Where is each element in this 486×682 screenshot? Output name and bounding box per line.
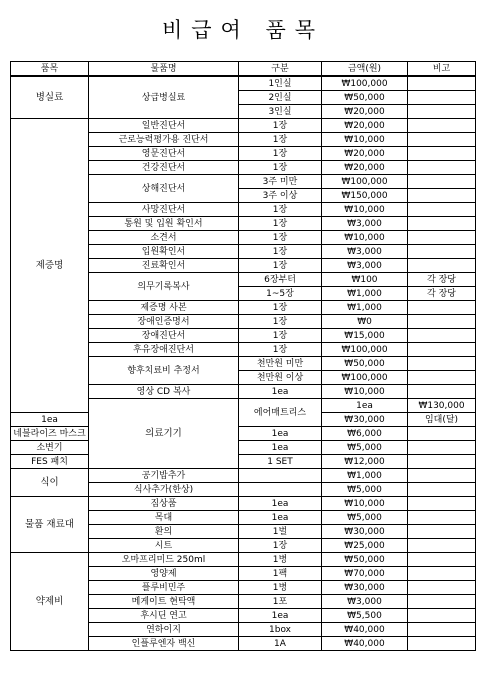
unit-cell: 1box bbox=[239, 623, 322, 637]
unit-cell: 1ea bbox=[239, 609, 322, 623]
price-cell: ₩0 bbox=[322, 315, 408, 329]
item-name-cell: 후유장애진단서 bbox=[89, 343, 239, 357]
table-row bbox=[11, 469, 476, 483]
item-name-cell: 제증명 사본 bbox=[89, 301, 239, 315]
item-name-cell: 목대 bbox=[89, 511, 239, 525]
unit-cell: 3인실 bbox=[239, 105, 322, 119]
price-cell: ₩1,000 bbox=[322, 469, 408, 483]
note-cell bbox=[408, 343, 476, 357]
price-cell: ₩10,000 bbox=[322, 231, 408, 245]
price-cell: ₩5,000 bbox=[322, 511, 408, 525]
price-cell: ₩1,000 bbox=[322, 287, 408, 301]
note-cell bbox=[408, 245, 476, 259]
price-cell: ₩100,000 bbox=[322, 343, 408, 357]
unit-cell: 2인실 bbox=[239, 91, 322, 105]
item-name-cell: 공기밥추가 bbox=[89, 469, 239, 483]
item-name-cell: 향후치료비 추정서 bbox=[89, 357, 239, 385]
note-cell bbox=[408, 133, 476, 147]
item-name-cell: 영양제 bbox=[89, 567, 239, 581]
item-name-cell: 의무기록복사 bbox=[89, 273, 239, 301]
unit-cell: 1포 bbox=[239, 595, 322, 609]
note-cell bbox=[408, 595, 476, 609]
unit-cell: 천만원 이상 bbox=[239, 371, 322, 385]
unit-cell: 1장 bbox=[239, 343, 322, 357]
item-name-cell: 시트 bbox=[89, 539, 239, 553]
unit-cell: 1인실 bbox=[239, 76, 322, 91]
price-cell: ₩15,000 bbox=[322, 329, 408, 343]
unit-cell: 1장 bbox=[239, 329, 322, 343]
item-name-cell: 근로능력평가용 진단서 bbox=[89, 133, 239, 147]
unit-cell bbox=[239, 469, 322, 483]
item-name-cell: 연하이지 bbox=[89, 623, 239, 637]
note-cell bbox=[408, 105, 476, 119]
note-cell bbox=[408, 483, 476, 497]
unit-cell: 1장 bbox=[239, 147, 322, 161]
price-cell: ₩40,000 bbox=[322, 637, 408, 651]
note-cell bbox=[408, 217, 476, 231]
item-name-cell: 에어매트리스 bbox=[239, 399, 322, 427]
unit-cell: 1ea bbox=[239, 385, 322, 399]
item-name-cell: 상해진단서 bbox=[89, 175, 239, 203]
unit-cell: 1장 bbox=[239, 161, 322, 175]
price-cell: ₩50,000 bbox=[322, 553, 408, 567]
item-name-cell: 오마프리미드 250ml bbox=[89, 553, 239, 567]
unit-cell: 1장 bbox=[239, 245, 322, 259]
header-category: 품목 bbox=[11, 62, 89, 77]
unit-cell: 천만원 미만 bbox=[239, 357, 322, 371]
note-cell bbox=[408, 315, 476, 329]
unit-cell: 1장 bbox=[239, 259, 322, 273]
table-row bbox=[11, 497, 476, 511]
note-cell bbox=[408, 455, 476, 469]
item-name-cell: 환의 bbox=[89, 525, 239, 539]
note-cell bbox=[408, 91, 476, 105]
price-cell: ₩5,000 bbox=[322, 483, 408, 497]
price-cell: ₩40,000 bbox=[322, 623, 408, 637]
note-cell bbox=[408, 189, 476, 203]
note-cell bbox=[408, 567, 476, 581]
item-name-cell: 소견서 bbox=[89, 231, 239, 245]
unit-cell: 1ea bbox=[239, 441, 322, 455]
note-cell bbox=[408, 581, 476, 595]
unit-cell: 1장 bbox=[239, 301, 322, 315]
note-cell bbox=[408, 553, 476, 567]
note-cell bbox=[408, 76, 476, 91]
note-cell bbox=[408, 301, 476, 315]
unit-cell: 1ea bbox=[239, 427, 322, 441]
unit-cell: 1장 bbox=[239, 217, 322, 231]
item-name-cell: 건강진단서 bbox=[89, 161, 239, 175]
item-name-cell: 네블라이즈 마스크 bbox=[11, 427, 89, 441]
page-title: 비급여 품목 bbox=[161, 18, 325, 42]
note-cell bbox=[408, 231, 476, 245]
note-cell bbox=[408, 469, 476, 483]
item-name-cell: 후시딘 연고 bbox=[89, 609, 239, 623]
price-cell: ₩3,000 bbox=[322, 217, 408, 231]
category-cell: 식이 bbox=[11, 469, 89, 497]
note-cell: 각 장당 bbox=[408, 287, 476, 301]
note-cell bbox=[408, 147, 476, 161]
unit-cell: 3주 미만 bbox=[239, 175, 322, 189]
price-cell: ₩20,000 bbox=[322, 147, 408, 161]
category-cell: 병실료 bbox=[11, 76, 89, 119]
price-cell: ₩10,000 bbox=[322, 133, 408, 147]
price-cell: ₩10,000 bbox=[322, 385, 408, 399]
table-body bbox=[11, 76, 476, 651]
unit-cell: 1팩 bbox=[239, 567, 322, 581]
note-cell bbox=[408, 539, 476, 553]
unit-cell: 1장 bbox=[239, 539, 322, 553]
note-cell bbox=[408, 511, 476, 525]
note-cell bbox=[408, 371, 476, 385]
unit-cell: 1장 bbox=[239, 315, 322, 329]
item-name-cell: 소변기 bbox=[11, 441, 89, 455]
note-cell bbox=[408, 497, 476, 511]
note-cell bbox=[408, 259, 476, 273]
item-name-cell: 입원확인서 bbox=[89, 245, 239, 259]
table-row bbox=[11, 76, 476, 91]
price-cell: ₩5,000 bbox=[322, 441, 408, 455]
unit-cell: 1ea bbox=[239, 511, 322, 525]
item-name-cell: 장애진단서 bbox=[89, 329, 239, 343]
unit-cell: 3주 이상 bbox=[239, 189, 322, 203]
price-cell: ₩3,000 bbox=[322, 595, 408, 609]
table-row bbox=[11, 427, 476, 441]
price-cell: ₩10,000 bbox=[322, 203, 408, 217]
price-cell: ₩20,000 bbox=[322, 119, 408, 133]
price-cell: ₩100,000 bbox=[322, 175, 408, 189]
note-cell bbox=[408, 525, 476, 539]
price-cell: ₩20,000 bbox=[322, 105, 408, 119]
item-name-cell: FES 패치 bbox=[11, 455, 89, 469]
unit-cell: 1ea bbox=[322, 399, 408, 413]
item-name-cell: 진료확인서 bbox=[89, 259, 239, 273]
note-cell bbox=[408, 385, 476, 399]
unit-cell: 1장 bbox=[239, 203, 322, 217]
price-cell: ₩5,500 bbox=[322, 609, 408, 623]
table-row bbox=[11, 553, 476, 567]
table-row bbox=[11, 441, 476, 455]
note-cell bbox=[408, 161, 476, 175]
unit-cell: 1장 bbox=[239, 119, 322, 133]
unit-cell bbox=[239, 483, 322, 497]
unit-cell: 1 SET bbox=[239, 455, 322, 469]
header-item-name: 물품명 bbox=[89, 62, 239, 77]
item-name-cell: 통원 및 입원 확인서 bbox=[89, 217, 239, 231]
price-cell: ₩100,000 bbox=[322, 76, 408, 91]
price-cell: ₩30,000 bbox=[322, 413, 408, 427]
item-name-cell: 인플루엔자 백신 bbox=[89, 637, 239, 651]
price-cell: ₩30,000 bbox=[322, 581, 408, 595]
unit-cell: 1장 bbox=[239, 231, 322, 245]
item-name-cell: 사망진단서 bbox=[89, 203, 239, 217]
item-name-cell: 메게이트 현탁액 bbox=[89, 595, 239, 609]
price-cell: ₩130,000 bbox=[408, 399, 476, 413]
price-cell: ₩3,000 bbox=[322, 245, 408, 259]
table-row bbox=[11, 455, 476, 469]
item-name-cell: 상급병실료 bbox=[89, 76, 239, 119]
price-cell: ₩100 bbox=[322, 273, 408, 287]
unit-cell: 1~5장 bbox=[239, 287, 322, 301]
category-cell: 의료기기 bbox=[89, 399, 239, 469]
price-cell: ₩50,000 bbox=[322, 91, 408, 105]
category-cell: 제증명 bbox=[11, 119, 89, 413]
price-cell: ₩30,000 bbox=[322, 525, 408, 539]
note-cell bbox=[408, 609, 476, 623]
item-name-cell: 영문진단서 bbox=[89, 147, 239, 161]
table-header-row bbox=[11, 62, 476, 77]
table-row bbox=[11, 119, 476, 133]
unit-cell: 1병 bbox=[239, 581, 322, 595]
price-cell: ₩100,000 bbox=[322, 371, 408, 385]
unit-cell: 1A bbox=[239, 637, 322, 651]
unit-cell: 1ea bbox=[239, 497, 322, 511]
price-cell: ₩20,000 bbox=[322, 161, 408, 175]
unit-cell: 1ea bbox=[11, 413, 89, 427]
price-cell: ₩1,000 bbox=[322, 301, 408, 315]
item-name-cell: 장애인증명서 bbox=[89, 315, 239, 329]
unit-cell: 1병 bbox=[239, 553, 322, 567]
note-cell bbox=[408, 119, 476, 133]
note-cell: 각 장당 bbox=[408, 273, 476, 287]
price-cell: ₩3,000 bbox=[322, 259, 408, 273]
item-name-cell: 짐상품 bbox=[89, 497, 239, 511]
note-cell bbox=[408, 357, 476, 371]
note-cell bbox=[408, 203, 476, 217]
price-cell: ₩25,000 bbox=[322, 539, 408, 553]
note-cell bbox=[408, 623, 476, 637]
note-cell bbox=[408, 175, 476, 189]
price-cell: ₩50,000 bbox=[322, 357, 408, 371]
note-cell bbox=[408, 637, 476, 651]
note-cell bbox=[408, 441, 476, 455]
header-price: 금액(원) bbox=[322, 62, 408, 77]
item-name-cell: 영상 CD 복사 bbox=[89, 385, 239, 399]
price-cell: ₩6,000 bbox=[322, 427, 408, 441]
price-cell: ₩12,000 bbox=[322, 455, 408, 469]
item-name-cell: 식사추가(한상) bbox=[89, 483, 239, 497]
header-note: 비고 bbox=[408, 62, 476, 77]
unit-cell: 1벌 bbox=[239, 525, 322, 539]
note-cell: 임대(달) bbox=[408, 413, 476, 427]
item-name-cell: 일반진단서 bbox=[89, 119, 239, 133]
header-unit: 구분 bbox=[239, 62, 322, 77]
category-cell: 물품 재료대 bbox=[11, 497, 89, 553]
unit-cell: 6장부터 bbox=[239, 273, 322, 287]
note-cell bbox=[408, 329, 476, 343]
unit-cell: 1장 bbox=[239, 133, 322, 147]
category-cell: 약제비 bbox=[11, 553, 89, 651]
price-cell: ₩70,000 bbox=[322, 567, 408, 581]
price-cell: ₩10,000 bbox=[322, 497, 408, 511]
non-covered-items-table bbox=[10, 61, 476, 651]
price-cell: ₩150,000 bbox=[322, 189, 408, 203]
item-name-cell: 플루비민주 bbox=[89, 581, 239, 595]
note-cell bbox=[408, 427, 476, 441]
